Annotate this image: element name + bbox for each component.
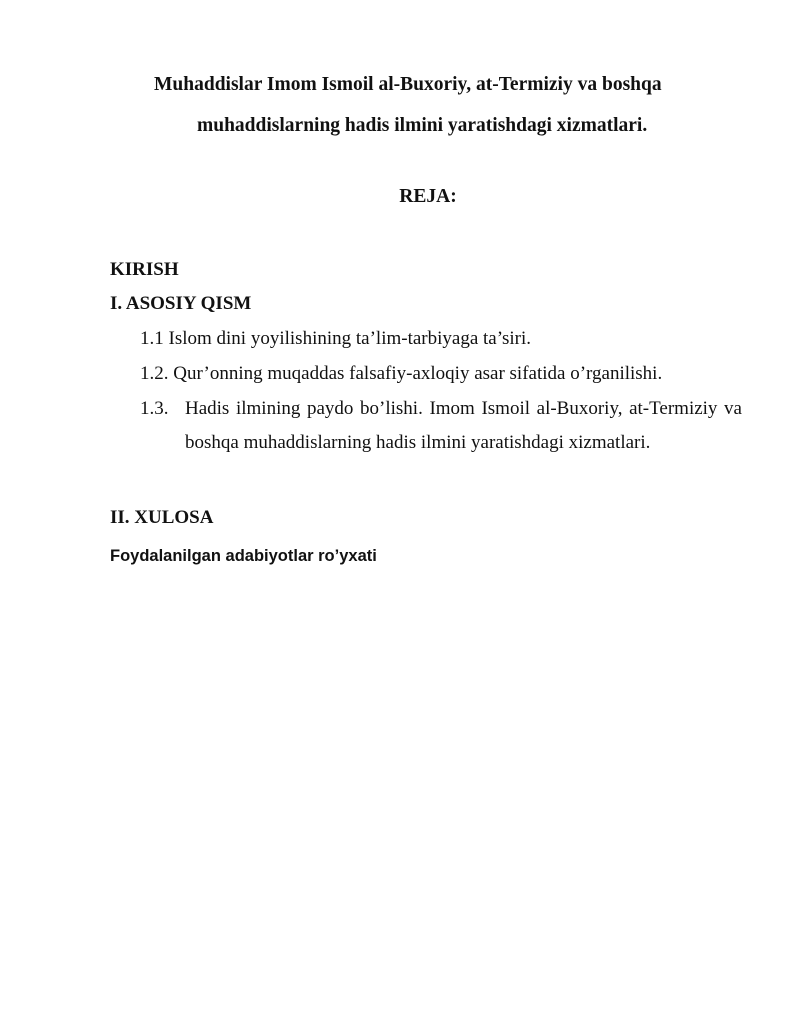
plan-item-1-2: 1.2. Qur’onning muqaddas falsafiy-axloqiy asar sifatida o’rganilishi.: [140, 363, 663, 384]
plan-item-1-1: 1.1 Islom dini yoyilishining ta’lim-tarbiyaga ta’siri.: [140, 328, 532, 349]
section-main-part: I. ASOSIY QISM: [110, 293, 252, 314]
plan-item-1-3-number: 1.3.: [140, 398, 169, 419]
title-line-2: muhaddislarning hadis ilmini yaratishdagi xizmatlari.: [197, 115, 648, 136]
plan-heading: REJA:: [399, 186, 457, 207]
title-line-1: Muhaddislar Imom Ismoil al-Buxoriy, at-Termiziy va boshqa: [154, 74, 662, 95]
plan-item-1-3: [140, 396, 742, 460]
section-intro: KIRISH: [110, 259, 179, 280]
plan-item-1-3-text: Hadis ilmining paydo bo’lishi. Imom Ismoil al-Buxoriy, at-Termiziy va boshqa muhaddislarning hadis ilmini yaratishdagi xizmatlari.: [185, 398, 742, 453]
section-conclusion: II. XULOSA: [110, 507, 214, 528]
references-heading: Foydalanilgan adabiyotlar ro’yxati: [110, 547, 377, 565]
